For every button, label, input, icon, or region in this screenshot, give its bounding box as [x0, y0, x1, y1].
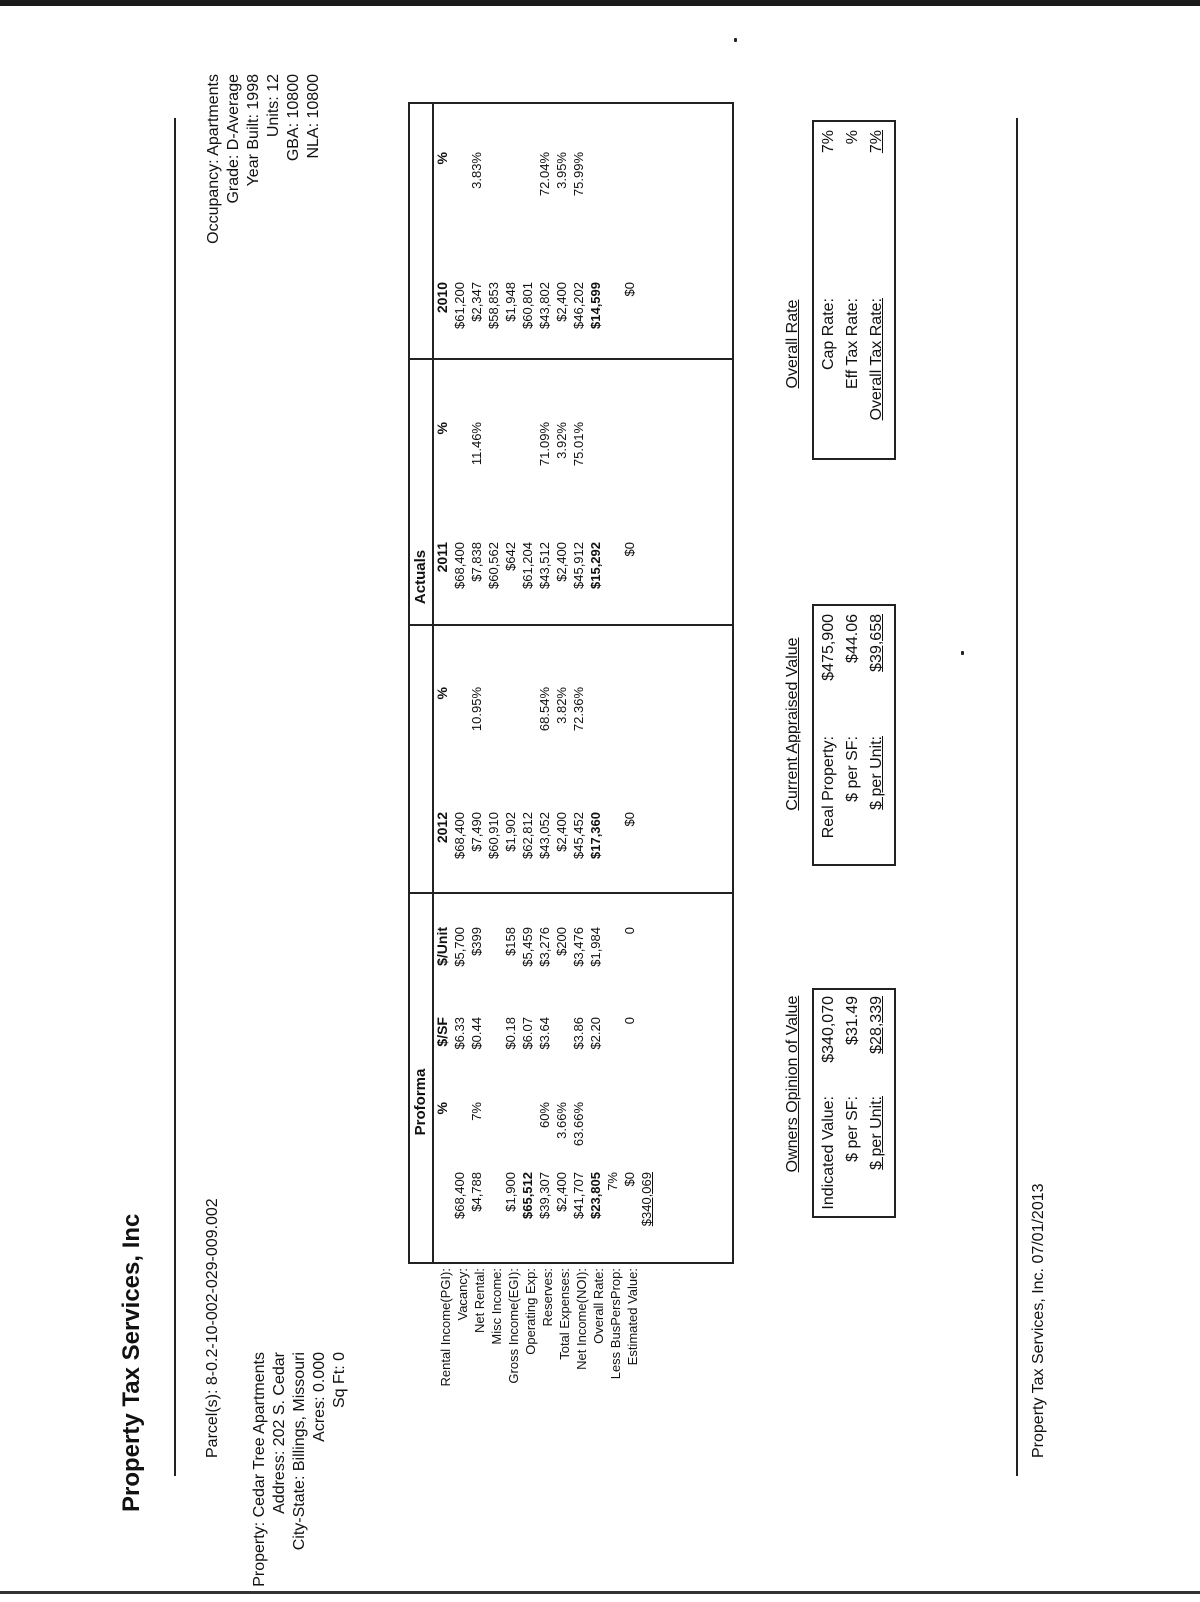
column-header: %: [434, 687, 450, 700]
cap-rate-label: Cap Rate:: [820, 298, 837, 371]
table-cell: 3.92%: [554, 422, 569, 459]
row-label: Rental Income(PGI):: [438, 1268, 453, 1387]
table-cell: $65,512: [520, 1172, 535, 1219]
property-info: [250, 1352, 350, 1602]
appraised-value-box: [812, 604, 896, 866]
row-label: Overall Rate:: [591, 1268, 606, 1344]
table-cell: $39,307: [537, 1172, 552, 1219]
parcel-line: Parcel(s): 8-0.2-10-002-029-009.002: [204, 1198, 221, 1458]
table-cell: $43,512: [537, 542, 552, 589]
table-cell: 63.66%: [571, 1102, 586, 1147]
eff-tax-rate-value: %: [844, 130, 861, 145]
table-cell: $340,069: [639, 1172, 654, 1227]
table-cell: $7,490: [469, 812, 484, 852]
table-cell: $6.07: [520, 1017, 535, 1050]
table-cell: $158: [503, 927, 518, 956]
table-cell: $4,788: [469, 1172, 484, 1212]
table-cell: $68,400: [452, 542, 467, 589]
table-cell: $7,838: [469, 542, 484, 582]
table-cell: $2,400: [554, 542, 569, 582]
table-cell: 0: [622, 1017, 637, 1025]
table-cell: $0.18: [503, 1017, 518, 1050]
column-header: %: [434, 422, 450, 435]
row-label: Operating Exp:: [523, 1268, 538, 1355]
table-cell: $2,400: [554, 282, 569, 322]
table-cell: $68,400: [452, 1172, 467, 1219]
table-cell: 3.66%: [554, 1102, 569, 1139]
footer-text: Property Tax Services, Inc. 07/01/2013: [1030, 1183, 1047, 1458]
real-property-value: $475,900: [820, 614, 837, 681]
table-cell: $0: [622, 282, 637, 297]
table-cell: 7%: [469, 1102, 484, 1121]
table-cell: $23,805: [588, 1172, 603, 1219]
table-cell: $399: [469, 927, 484, 956]
table-cell: $0: [622, 542, 637, 557]
income-table: [408, 102, 734, 1264]
table-cell: 11.46%: [469, 422, 484, 466]
property-address: Address: 202 S. Cedar: [271, 1352, 288, 1514]
table-cell: $0.44: [469, 1017, 484, 1050]
table-cell: 75.01%: [571, 422, 586, 467]
table-cell: $5,700: [452, 927, 467, 967]
table-cell: $3.64: [537, 1017, 552, 1050]
table-cell: $5,459: [520, 927, 535, 967]
gba: GBA: 10800: [285, 74, 302, 162]
table-cell: $3,476: [571, 927, 586, 967]
table-cell: 68.54%: [537, 687, 552, 732]
owners-opinion-title: Owners Opinion of Value: [784, 995, 801, 1173]
property-acres: Acres: 0.000: [311, 1352, 328, 1442]
column-header: %: [434, 1102, 450, 1115]
overall-tax-rate-value: 7%: [868, 130, 885, 154]
table-cell: 3.83%: [469, 152, 484, 189]
row-label: Total Expenses:: [557, 1268, 572, 1360]
table-cell: 10.95%: [469, 687, 484, 732]
column-header: %: [434, 152, 450, 165]
title-rule: [174, 118, 176, 1476]
overall-tax-rate-label: Overall Tax Rate:: [868, 298, 885, 421]
table-cell: $58,853: [486, 282, 501, 329]
indicated-value-label: Indicated Value:: [820, 1096, 837, 1210]
per-sf-value: $31.49: [844, 996, 861, 1045]
table-cell: 0: [622, 927, 637, 935]
units: Units: 12: [265, 74, 282, 138]
column-header: 2012: [434, 812, 450, 844]
column-header: $/SF: [434, 1017, 450, 1047]
per-unit-label: $ per Unit:: [868, 736, 885, 810]
row-label: Misc Income:: [489, 1268, 504, 1345]
property-name: Property: Cedar Tree Apartments: [251, 1352, 268, 1587]
overall-rate-box: [812, 120, 896, 460]
table-cell: 60%: [537, 1102, 552, 1129]
table-cell: $17,360: [588, 812, 603, 859]
table-cell: $2,347: [469, 282, 484, 322]
property-city-state: City-State: Billings, Missouri: [291, 1352, 308, 1551]
overall-rate-title: Overall Rate: [784, 299, 801, 389]
appraised-value-title: Current Appraised Value: [784, 637, 801, 811]
table-cell: 71.09%: [537, 422, 552, 467]
row-label: Reserves:: [540, 1268, 555, 1327]
indicated-value: $340,070: [820, 996, 837, 1063]
per-unit-value: $28,339: [868, 996, 885, 1054]
table-cell: 3.95%: [554, 152, 569, 189]
column-header: 2011: [434, 542, 450, 573]
table-cell: $200: [554, 927, 569, 956]
table-cell: $6.33: [452, 1017, 467, 1050]
table-cell: $45,452: [571, 812, 586, 859]
table-cell: $60,910: [486, 812, 501, 859]
per-sf-label: $ per SF:: [844, 736, 861, 802]
table-cell: $61,204: [520, 542, 535, 589]
table-cell: $60,801: [520, 282, 535, 329]
row-label: Gross Income(EGI):: [506, 1268, 521, 1384]
per-unit-value: $39,658: [868, 614, 885, 672]
table-cell: $0: [622, 1172, 637, 1187]
occupancy: Occupancy: Apartments: [205, 74, 222, 244]
actuals-header: Actuals: [412, 549, 429, 605]
row-label: Estimated Value:: [625, 1268, 640, 1366]
row-label: Vacancy:: [455, 1268, 470, 1321]
owners-opinion-box: [812, 988, 896, 1218]
table-cell: $41,707: [571, 1172, 586, 1219]
table-cell: $2.20: [588, 1017, 603, 1050]
table-cell: $14,599: [588, 282, 603, 329]
table-cell: $61,200: [452, 282, 467, 329]
table-cell: $0: [622, 812, 637, 827]
per-sf-value: $44.06: [844, 614, 861, 663]
table-cell: $43,052: [537, 812, 552, 859]
per-unit-label: $ per Unit:: [868, 1096, 885, 1170]
table-cell: $1,948: [503, 282, 518, 322]
table-cell: $1,900: [503, 1172, 518, 1212]
per-sf-label: $ per SF:: [844, 1096, 861, 1162]
table-cell: $43,802: [537, 282, 552, 329]
table-cell: $68,400: [452, 812, 467, 859]
table-cell: $46,202: [571, 282, 586, 329]
company-title: Property Tax Services, Inc: [118, 1213, 145, 1512]
table-cell: $45,912: [571, 542, 586, 589]
row-label: Net Income(NOI):: [574, 1268, 589, 1370]
table-cell: $2,400: [554, 1172, 569, 1212]
row-label: Net Rental:: [472, 1268, 487, 1334]
table-cell: $1,902: [503, 812, 518, 852]
table-cell: $60,562: [486, 542, 501, 589]
year-built: Year Built: 1998: [245, 74, 262, 187]
table-cell: 72.36%: [571, 687, 586, 732]
proforma-header: Proforma: [412, 1068, 429, 1136]
real-property-label: Real Property:: [820, 736, 837, 839]
table-cell: 3.82%: [554, 687, 569, 724]
nla: NLA: 10800: [305, 74, 322, 159]
row-label: Less BusPersProp:: [608, 1268, 623, 1380]
table-cell: $3,276: [537, 927, 552, 967]
table-cell: $15,292: [588, 542, 603, 589]
property-sqft: Sq Ft: 0: [331, 1352, 348, 1409]
table-cell: $2,400: [554, 812, 569, 852]
table-cell: 75.99%: [571, 152, 586, 197]
table-cell: $642: [503, 542, 518, 571]
eff-tax-rate-label: Eff Tax Rate:: [844, 298, 861, 390]
occupancy-info: [204, 74, 324, 324]
table-cell: $1,984: [588, 927, 603, 967]
grade: Grade: D-Average: [225, 74, 242, 204]
table-cell: 7%: [605, 1172, 620, 1191]
table-cell: 72.04%: [537, 152, 552, 197]
table-cell: $3.86: [571, 1017, 586, 1050]
table-cell: $62,812: [520, 812, 535, 859]
column-header: $/Unit: [434, 927, 450, 966]
column-header: 2010: [434, 282, 450, 314]
cap-rate-value: 7%: [820, 130, 837, 154]
footer-rule: [1016, 118, 1018, 1476]
